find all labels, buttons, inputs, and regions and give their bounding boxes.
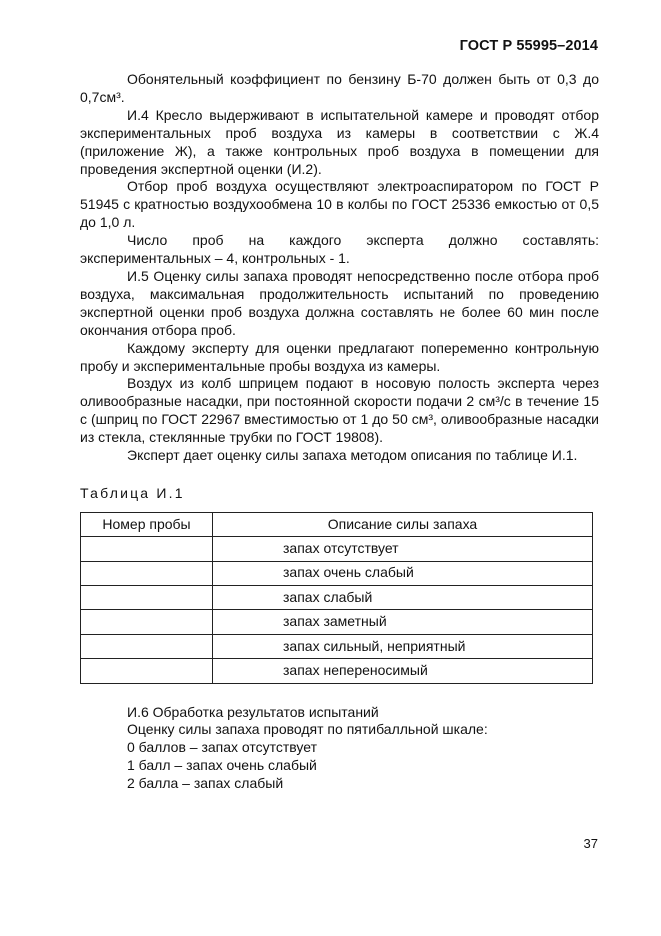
section-heading: И.6 Обработка результатов испытаний: [127, 703, 379, 720]
paragraph: И.4 Кресло выдерживают в испытательной камере и проводят отбор экспериментальных проб воздуха из камеры в соответствии с Ж.4 (приложение Ж), а также контрольных проб воздуха в помещении для проведения экспертной оценки (И.2).: [80, 106, 599, 177]
paragraph: Обонятельный коэффициент по бензину Б-70 должен быть от 0,3 до 0,7см³.: [80, 71, 599, 105]
paragraph: Каждому эксперту для оценки предлагают попеременно контрольную пробу и экспериментальные пробы воздуха из камеры.: [80, 339, 599, 374]
page-number: 37: [583, 836, 598, 851]
scale-item: 1 балл – запах очень слабый: [127, 757, 317, 774]
column-header: Описание силы запаха: [213, 512, 593, 536]
table-cell: запах непереносимый: [213, 659, 593, 683]
column-header: Номер пробы: [81, 512, 213, 536]
section-i6: [80, 704, 599, 794]
table-cell: запах заметный: [213, 610, 593, 634]
paragraph: Воздух из колб шприцем подают в носовую полость эксперта через оливообразные насадки, при постоянной скорости подачи 2 см³/с в течение 15 с (шприц по ГОСТ 22967 вместимостью от 1 до 50 см³, оливообразные насадки из стекла, стеклянные трубки по ГОСТ 19808).: [80, 375, 599, 446]
scale-item: 0 баллов – запах отсутствует: [127, 739, 318, 756]
table-row: [81, 537, 593, 561]
table-cell: [81, 586, 213, 610]
table-row: [81, 659, 593, 683]
table-header-row: [81, 512, 593, 536]
table-row: [81, 634, 593, 658]
paragraph: Число проб на каждого эксперта должно составлять: экспериментальных – 4, контрольных - 1.: [80, 232, 599, 267]
table-row: [81, 610, 593, 634]
scale-intro: Оценку силы запаха проводят по пятибалльной шкале:: [127, 721, 488, 738]
odor-strength-table: [80, 512, 593, 684]
table-title: Таблица И.1: [80, 484, 185, 501]
paragraph: Отбор проб воздуха осуществляют электроаспиратором по ГОСТ Р 51945 с кратностью воздухообмена 10 в колбы по ГОСТ 25336 емкостью от 0,5 до 1,0 л.: [80, 178, 599, 231]
table-cell: запах очень слабый: [213, 561, 593, 585]
table-cell: запах слабый: [213, 586, 593, 610]
table-row: [81, 561, 593, 585]
table-cell: [81, 537, 213, 561]
table-cell: [81, 561, 213, 585]
table-cell: [81, 634, 213, 658]
table-cell: запах отсутствует: [213, 537, 593, 561]
table-cell: [81, 659, 213, 683]
table-cell: [81, 610, 213, 634]
document-code: ГОСТ Р 55995–2014: [459, 38, 598, 54]
paragraph: Эксперт дает оценку силы запаха методом описания по таблице И.1.: [127, 447, 578, 464]
paragraph: И.5 Оценку силы запаха проводят непосредственно после отбора проб воздуха, максимальная продолжительность испытаний по проведению экспертной оценки проб воздуха должна составлять не более 60 мин после окончания отбора проб.: [80, 267, 599, 338]
page-body: [80, 71, 599, 793]
scale-item: 2 балла – запах слабый: [127, 775, 284, 792]
table-row: [81, 586, 593, 610]
table-cell: запах сильный, неприятный: [213, 634, 593, 658]
